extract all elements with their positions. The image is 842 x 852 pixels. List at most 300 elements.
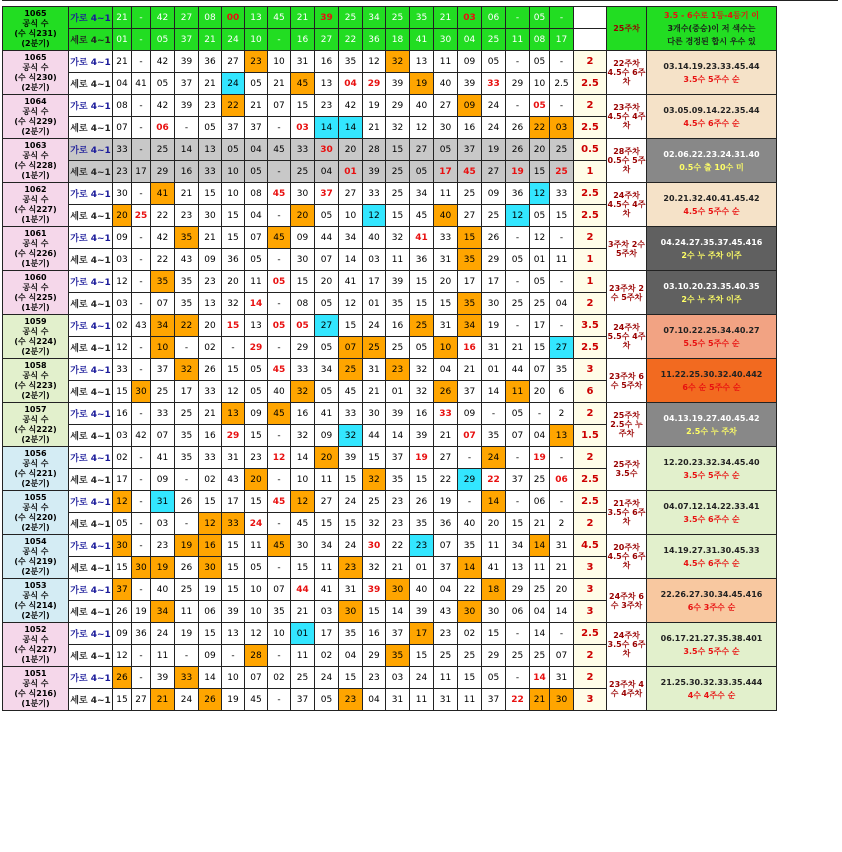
round-line1: 공식 수 (22, 194, 49, 204)
number-cell: 19 (132, 601, 151, 623)
number-cell: 36 (222, 249, 245, 271)
row-label-bottom: 세로 4~1 (69, 249, 113, 271)
number-cell: 10 (222, 667, 245, 689)
number-cell: 45 (268, 139, 291, 161)
number-cell: 17 (410, 623, 434, 645)
number-cell: 11 (315, 557, 339, 579)
number-cell: 03 (458, 7, 482, 29)
count-cell: 4.5 (574, 535, 607, 557)
number-cell: 15 (245, 425, 268, 447)
number-cell: 11 (434, 667, 458, 689)
number-cell: 35 (175, 447, 199, 469)
result-note (647, 95, 777, 139)
number-cell: 23 (199, 95, 222, 117)
number-cell: 31 (386, 689, 410, 711)
number-cell: 22 (175, 315, 199, 337)
number-cell: 21 (113, 51, 132, 73)
number-cell: 15 (458, 667, 482, 689)
number-cell: 28 (245, 645, 268, 667)
note-line: 다른 경정된 합시 우수 있 (667, 37, 756, 46)
result-note (647, 359, 777, 403)
number-cell: 16 (291, 29, 315, 51)
number-cell: 01 (482, 359, 506, 381)
number-cell: - (132, 535, 151, 557)
number-cell: 16 (410, 403, 434, 425)
number-cell: 31 (550, 667, 574, 689)
count-cell: 6 (574, 381, 607, 403)
round-line2: (수 식227) (14, 204, 57, 214)
number-cell: 33 (222, 513, 245, 535)
number-cell: 07 (434, 535, 458, 557)
number-cell: 06 (530, 491, 550, 513)
number-cell: 45 (268, 535, 291, 557)
number-cell: - (506, 227, 530, 249)
number-cell: 26 (199, 359, 222, 381)
number-cell: 15 (458, 227, 482, 249)
note-line: 20.21.32.40.41.45.42 (663, 193, 760, 203)
number-cell: 12 (530, 183, 550, 205)
number-cell: 27 (434, 95, 458, 117)
row-label-top: 가로 4~1 (69, 579, 113, 601)
note-line: 3.5 - 6수로 1등-4등기 이 (663, 11, 760, 20)
number-cell: 37 (482, 689, 506, 711)
week-summary: 25주차 (607, 7, 647, 51)
note-line: 14.19.27.31.30.45.33 (663, 545, 760, 555)
number-cell: 45 (268, 403, 291, 425)
number-cell: 07 (113, 117, 132, 139)
result-note (647, 7, 777, 51)
number-cell: 29 (482, 645, 506, 667)
number-cell: 45 (268, 7, 291, 29)
week-summary: 24주차 5.5수 4주차 (607, 315, 647, 359)
number-cell: 07 (550, 645, 574, 667)
number-cell: - (506, 95, 530, 117)
number-cell: 10 (222, 161, 245, 183)
number-cell: 16 (315, 51, 339, 73)
number-cell: 04 (530, 601, 550, 623)
table-row (3, 315, 777, 337)
number-cell: - (268, 293, 291, 315)
number-cell: 35 (175, 227, 199, 249)
number-cell: 15 (339, 315, 363, 337)
number-cell: 32 (363, 513, 386, 535)
number-cell: 13 (506, 557, 530, 579)
number-cell: 21 (434, 7, 458, 29)
number-cell: - (550, 227, 574, 249)
number-cell: 21 (291, 7, 315, 29)
number-cell: 15 (113, 381, 132, 403)
number-cell: 21 (268, 73, 291, 95)
round-header (3, 359, 69, 403)
round-line2: (수 식227) (14, 644, 57, 654)
number-cell: 37 (222, 117, 245, 139)
row-label-top: 가로 4~1 (69, 403, 113, 425)
number-cell: 05 (530, 205, 550, 227)
number-cell: 34 (315, 535, 339, 557)
number-cell: 30 (434, 117, 458, 139)
count-cell: 3 (574, 359, 607, 381)
round-round: 1061 (24, 228, 47, 238)
result-note (647, 403, 777, 447)
number-cell: 15 (199, 623, 222, 645)
number-cell: 25 (363, 491, 386, 513)
table-row (3, 271, 777, 293)
number-cell: 06 (151, 117, 175, 139)
number-cell: 01 (410, 557, 434, 579)
number-cell: 39 (151, 667, 175, 689)
number-cell: 10 (339, 205, 363, 227)
number-cell: 02 (113, 315, 132, 337)
number-cell: 36 (506, 183, 530, 205)
number-cell: 35 (151, 271, 175, 293)
number-cell: 22 (151, 205, 175, 227)
number-cell: 05 (482, 51, 506, 73)
number-cell: 02 (458, 623, 482, 645)
number-cell: 37 (386, 447, 410, 469)
number-cell: - (175, 645, 199, 667)
number-cell: 25 (434, 645, 458, 667)
number-cell: 05 (530, 51, 550, 73)
note-line: 04.13.19.27.40.45.42 (663, 413, 760, 423)
number-cell: 11 (530, 557, 550, 579)
number-cell: 30 (199, 557, 222, 579)
number-cell: 42 (339, 95, 363, 117)
number-cell: 05 (506, 403, 530, 425)
note-line: 12.20.23.32.34.45.40 (663, 457, 760, 467)
number-cell: 40 (268, 381, 291, 403)
week-summary: 22주차 4.5수 6주차 (607, 51, 647, 95)
number-cell: 05 (315, 205, 339, 227)
week-summary: 3주차 2수 5주차 (607, 227, 647, 271)
number-cell: 01 (113, 29, 132, 51)
number-cell: 15 (339, 667, 363, 689)
number-cell: 23 (113, 161, 132, 183)
round-header (3, 315, 69, 359)
note-line: 3.5수 6주수 순 (683, 514, 740, 524)
number-cell: 27 (550, 337, 574, 359)
table-row (3, 227, 777, 249)
number-cell: 32 (291, 425, 315, 447)
note-line: 4.5수 5주수 순 (683, 206, 740, 216)
number-cell: 32 (175, 359, 199, 381)
number-cell: 37 (151, 359, 175, 381)
number-cell: 42 (151, 227, 175, 249)
number-cell: 08 (245, 183, 268, 205)
number-cell: 24 (339, 491, 363, 513)
round-line1: 공식 수 (22, 590, 49, 600)
row-label-bottom: 세로 4~1 (69, 601, 113, 623)
number-cell: 21 (530, 689, 550, 711)
result-note (647, 447, 777, 491)
round-line1: 공식 수 (22, 18, 49, 28)
table-row (3, 623, 777, 645)
number-cell: - (132, 271, 151, 293)
note-line: 2수 누 주차 이주 (681, 250, 742, 260)
number-cell: 07 (530, 359, 550, 381)
number-cell: 30 (291, 249, 315, 271)
week-summary: 23주차 4.5수 4주차 (607, 95, 647, 139)
count-cell: 3 (574, 579, 607, 601)
number-cell: 03 (315, 601, 339, 623)
number-cell: 33 (113, 139, 132, 161)
number-cell: 34 (363, 7, 386, 29)
note-line: 04.24.27.35.37.45.416 (660, 237, 763, 247)
number-cell: 25 (132, 205, 151, 227)
number-cell: 37 (175, 73, 199, 95)
round-line3: (2분기) (21, 126, 50, 136)
number-cell: 19 (175, 623, 199, 645)
number-cell: 20 (530, 381, 550, 403)
number-cell: 15 (315, 513, 339, 535)
number-cell: 22 (222, 95, 245, 117)
number-cell: 37 (458, 139, 482, 161)
number-cell: 16 (291, 403, 315, 425)
number-cell: 18 (482, 579, 506, 601)
number-cell: 37 (434, 557, 458, 579)
number-cell: 08 (199, 7, 222, 29)
row-label-top: 가로 4~1 (69, 227, 113, 249)
number-cell: 12 (530, 227, 550, 249)
round-header (3, 535, 69, 579)
number-cell: 03 (113, 293, 132, 315)
number-cell: - (132, 403, 151, 425)
number-cell: 15 (530, 337, 550, 359)
number-cell: 31 (482, 337, 506, 359)
round-line2: (수 식225) (14, 292, 57, 302)
number-cell: 14 (482, 491, 506, 513)
number-cell: 20 (315, 271, 339, 293)
table-row (3, 535, 777, 557)
number-cell: 27 (315, 491, 339, 513)
number-cell: 11 (506, 381, 530, 403)
number-cell: 30 (291, 183, 315, 205)
table-row (3, 51, 777, 73)
round-line2: (수 식222) (14, 424, 57, 434)
number-cell: 29 (482, 249, 506, 271)
count-cell: 2.5 (574, 469, 607, 491)
number-cell: - (132, 7, 151, 29)
number-cell: 13 (245, 315, 268, 337)
number-cell: 01 (363, 293, 386, 315)
number-cell: 23 (339, 689, 363, 711)
week-summary: 28주차 0.5수 5주차 (607, 139, 647, 183)
week-summary: 25주차 3.5수 (607, 447, 647, 491)
number-cell: - (132, 359, 151, 381)
number-cell: - (268, 689, 291, 711)
number-cell: 17 (222, 491, 245, 513)
number-cell: 11 (550, 249, 574, 271)
number-cell: 22 (151, 249, 175, 271)
number-cell: 04 (113, 73, 132, 95)
number-cell: 17 (113, 469, 132, 491)
number-cell: 05 (268, 315, 291, 337)
number-cell: 11 (386, 249, 410, 271)
number-cell: 23 (386, 359, 410, 381)
number-cell: 12 (291, 491, 315, 513)
number-cell: 26 (199, 689, 222, 711)
number-cell: - (132, 469, 151, 491)
round-line2: (수 식230) (14, 72, 57, 82)
number-cell: 15 (291, 271, 315, 293)
number-cell: - (132, 667, 151, 689)
number-cell: 17 (530, 315, 550, 337)
number-cell: 37 (291, 689, 315, 711)
count-cell: 3 (574, 601, 607, 623)
number-cell: 12 (245, 623, 268, 645)
number-cell: 13 (550, 425, 574, 447)
number-cell: 07 (315, 249, 339, 271)
week-summary: 25주차 2.5수 누주차 (607, 403, 647, 447)
round-header (3, 271, 69, 315)
round-line3: (2분기) (21, 566, 50, 576)
number-cell: 24 (339, 535, 363, 557)
number-cell: 33 (199, 381, 222, 403)
number-cell: 39 (363, 161, 386, 183)
number-cell: 15 (386, 205, 410, 227)
number-cell: 14 (530, 535, 550, 557)
number-cell: 13 (315, 73, 339, 95)
number-cell: 35 (386, 293, 410, 315)
number-cell: 09 (199, 645, 222, 667)
number-cell: 21 (363, 381, 386, 403)
number-cell: 25 (175, 403, 199, 425)
number-cell: 35 (386, 645, 410, 667)
count-cell: 1.5 (574, 425, 607, 447)
round-line2: (수 식224) (14, 336, 57, 346)
number-cell: - (506, 667, 530, 689)
number-cell: 32 (410, 381, 434, 403)
note-line: 02.06.22.23.24.31.40 (663, 149, 760, 159)
number-cell: 41 (482, 557, 506, 579)
number-cell: - (175, 337, 199, 359)
number-cell: 24 (410, 667, 434, 689)
number-cell: 14 (339, 249, 363, 271)
count-cell: 2.5 (574, 491, 607, 513)
number-cell: 21 (506, 337, 530, 359)
number-cell: 16 (363, 623, 386, 645)
number-cell: 25 (339, 359, 363, 381)
number-cell: 15 (363, 601, 386, 623)
number-cell: - (550, 447, 574, 469)
number-cell: 14 (175, 139, 199, 161)
number-cell: 39 (222, 601, 245, 623)
note-line: 06.17.21.27.35.38.401 (660, 633, 763, 643)
round-line1: 공식 수 (22, 62, 49, 72)
number-cell: 04 (434, 359, 458, 381)
number-cell: 24 (245, 513, 268, 535)
number-cell: 25 (410, 315, 434, 337)
row-label-top: 가로 4~1 (69, 535, 113, 557)
number-cell: 05 (530, 271, 550, 293)
number-cell: 10 (268, 623, 291, 645)
number-cell: - (530, 403, 550, 425)
number-cell: 17 (363, 271, 386, 293)
number-cell: 14 (386, 601, 410, 623)
number-cell: 17 (482, 271, 506, 293)
number-cell: 16 (386, 315, 410, 337)
number-cell: 35 (410, 513, 434, 535)
number-cell: 14 (291, 447, 315, 469)
number-cell: 28 (363, 139, 386, 161)
number-cell: - (268, 513, 291, 535)
number-cell: 45 (291, 513, 315, 535)
number-cell: 04 (339, 73, 363, 95)
number-cell: 21 (458, 359, 482, 381)
number-cell: 07 (268, 579, 291, 601)
number-cell: 11 (410, 689, 434, 711)
number-cell: - (132, 645, 151, 667)
number-cell: 30 (386, 579, 410, 601)
number-cell: - (550, 491, 574, 513)
number-cell: - (175, 513, 199, 535)
number-cell: 12 (506, 205, 530, 227)
row-label-bottom: 세로 4~1 (69, 205, 113, 227)
number-cell: 35 (175, 271, 199, 293)
row-label-bottom: 세로 4~1 (69, 73, 113, 95)
number-cell: 30 (132, 381, 151, 403)
number-cell: 23 (410, 535, 434, 557)
round-header (3, 7, 69, 51)
number-cell: 35 (339, 51, 363, 73)
round-line3: (1분기) (21, 302, 50, 312)
number-cell: 05 (434, 139, 458, 161)
number-cell: 2.5 (550, 73, 574, 95)
count-cell: 2 (574, 95, 607, 117)
number-cell: 41 (151, 183, 175, 205)
number-cell: 26 (506, 139, 530, 161)
number-cell: 19 (410, 447, 434, 469)
number-cell: 09 (151, 469, 175, 491)
number-cell: 31 (434, 315, 458, 337)
result-note (647, 51, 777, 95)
number-cell: 25 (530, 645, 550, 667)
number-cell: 11 (175, 601, 199, 623)
number-cell: 30 (458, 601, 482, 623)
number-cell: - (222, 645, 245, 667)
note-line: 21.25.30.32.33.35.444 (660, 677, 763, 687)
note-line: 0.5수 출 10수 미 (679, 162, 744, 172)
round-header (3, 579, 69, 623)
number-cell: 05 (410, 161, 434, 183)
row-label-top: 가로 4~1 (69, 359, 113, 381)
number-cell: 12 (113, 645, 132, 667)
number-cell: 23 (386, 513, 410, 535)
number-cell: 11 (245, 535, 268, 557)
number-cell: 08 (291, 293, 315, 315)
number-cell: 39 (175, 95, 199, 117)
number-cell: 33 (113, 359, 132, 381)
number-cell: 21 (175, 183, 199, 205)
number-cell: 20 (482, 513, 506, 535)
table-row (3, 667, 777, 689)
number-cell: 04 (434, 579, 458, 601)
round-line2: (수 식216) (14, 688, 57, 698)
count-cell (574, 7, 607, 29)
number-cell: 19 (530, 447, 550, 469)
number-cell: 05 (268, 271, 291, 293)
number-cell: 13 (410, 51, 434, 73)
round-line3: (1분기) (21, 654, 50, 664)
count-cell: 2.5 (574, 117, 607, 139)
number-cell: 33 (550, 183, 574, 205)
number-cell: 34 (506, 535, 530, 557)
count-cell: 2.5 (574, 623, 607, 645)
round-round: 1062 (24, 184, 47, 194)
number-cell: 31 (434, 249, 458, 271)
number-cell: 27 (315, 315, 339, 337)
number-cell: 01 (291, 623, 315, 645)
number-cell: 12 (113, 491, 132, 513)
